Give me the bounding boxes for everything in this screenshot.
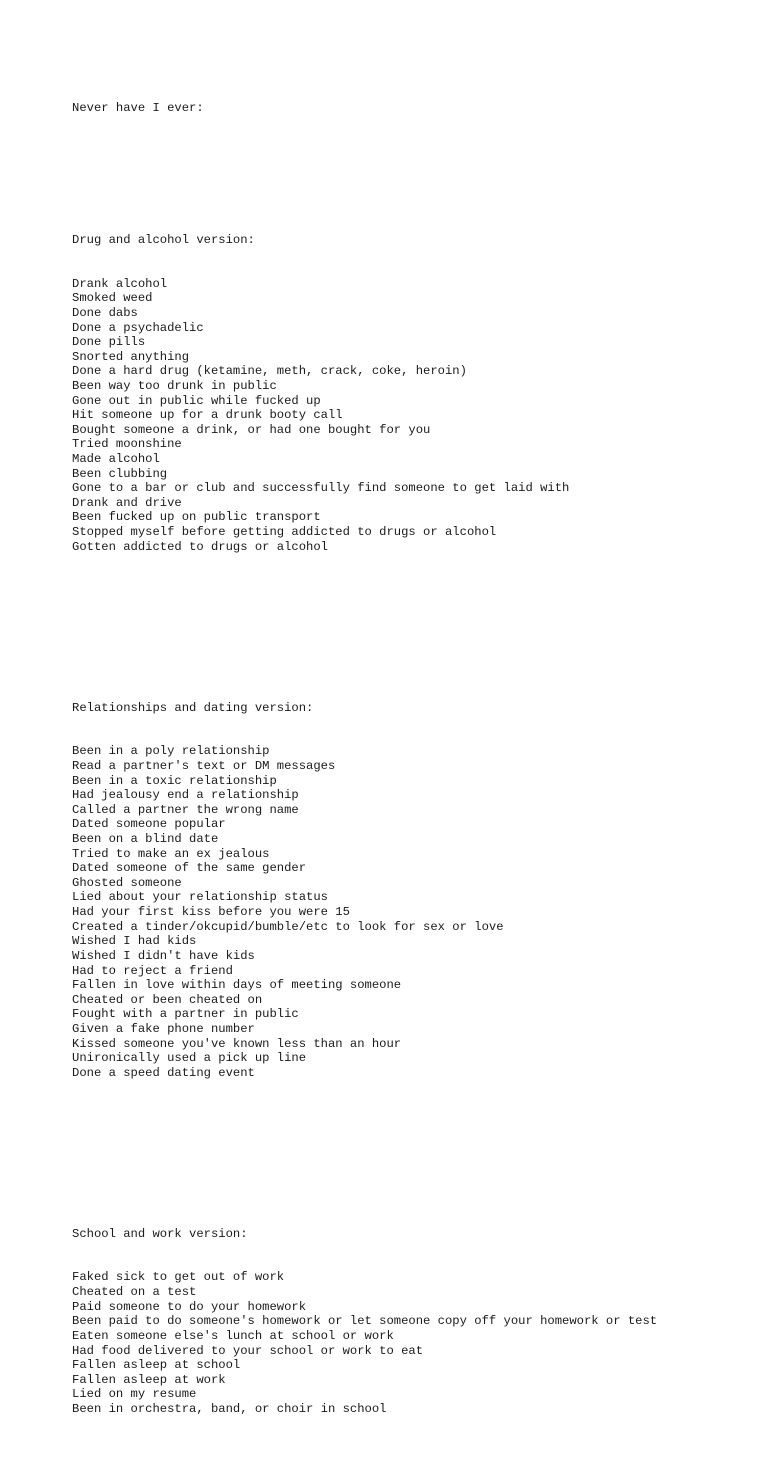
list-item: Gone out in public while fucked up — [72, 393, 321, 408]
list-item: Done a hard drug (ketamine, meth, crack, coke, heroin) — [72, 364, 467, 379]
document-title: Never have I ever: — [72, 101, 204, 116]
list-item: Done pills — [72, 335, 146, 350]
list-item: Gotten addicted to drugs or alcohol — [72, 539, 328, 554]
list-item: Ghosted someone — [72, 875, 182, 890]
list-item: Had jealousy end a relationship — [72, 788, 299, 803]
list-item: Cheated or been cheated on — [72, 992, 263, 1007]
list-item: Given a fake phone number — [72, 1021, 255, 1036]
list-item: Drank alcohol — [72, 276, 168, 291]
list-item: Snorted anything — [72, 349, 190, 364]
section-relationships-dating — [72, 671, 752, 1109]
blank-line — [72, 613, 752, 628]
list-item: Paid someone to do your homework — [72, 1299, 307, 1314]
list-item: Been in orchestra, band, or choir in school — [72, 1401, 387, 1416]
blank-line — [72, 1139, 752, 1154]
list-item: Dated someone popular — [72, 817, 226, 832]
section-heading: School and work version: — [72, 1226, 248, 1241]
list-item: Smoked weed — [72, 291, 153, 306]
list-item: Done a psychadelic — [72, 320, 204, 335]
list-item: Unironically used a pick up line — [72, 1051, 307, 1066]
list-item: Been clubbing — [72, 466, 168, 481]
blank-line — [72, 145, 752, 160]
list-item: Lied on my resume — [72, 1387, 197, 1402]
list-item: Stopped myself before getting addicted to drugs or alcohol — [72, 525, 497, 540]
list-item: Been paid to do someone's homework or let someone copy off your homework or test — [72, 1314, 658, 1329]
list-item: Fought with a partner in public — [72, 1007, 299, 1022]
list-item: Had to reject a friend — [72, 963, 233, 978]
list-item: Had your first kiss before you were 15 — [72, 905, 350, 920]
list-item: Had food delivered to your school or work to eat — [72, 1343, 424, 1358]
section-heading: Relationships and dating version: — [72, 700, 314, 715]
list-item: Fallen in love within days of meeting someone — [72, 978, 402, 993]
list-item: Tried to make an ex jealous — [72, 846, 270, 861]
section-items — [72, 1270, 752, 1416]
list-item: Cheated on a test — [72, 1285, 197, 1300]
list-item: Drank and drive — [72, 495, 182, 510]
list-item: Gone to a bar or club and successfully find someone to get laid with — [72, 481, 570, 496]
list-item: Been in a toxic relationship — [72, 773, 277, 788]
list-item: Made alcohol — [72, 452, 160, 467]
list-item: Created a tinder/okcupid/bumble/etc to look for sex or love — [72, 919, 504, 934]
list-item: Read a partner's text or DM messages — [72, 758, 336, 773]
list-item: Hit someone up for a drunk booty call — [72, 408, 343, 423]
list-item: Been on a blind date — [72, 832, 219, 847]
list-item: Been fucked up on public transport — [72, 510, 321, 525]
list-item: Dated someone of the same gender — [72, 861, 307, 876]
list-item: Wished I didn't have kids — [72, 948, 255, 963]
list-item: Done a speed dating event — [72, 1065, 255, 1080]
list-item: Bought someone a drink, or had one bought for you — [72, 422, 431, 437]
list-item: Lied about your relationship status — [72, 890, 328, 905]
list-item: Fallen asleep at school — [72, 1358, 241, 1373]
document-page — [72, 72, 752, 1460]
list-item: Eaten someone else's lunch at school or work — [72, 1328, 394, 1343]
list-item: Been way too drunk in public — [72, 378, 277, 393]
section-heading: Drug and alcohol version: — [72, 232, 255, 247]
list-item: Kissed someone you've known less than an hour — [72, 1036, 402, 1051]
list-item: Fallen asleep at work — [72, 1372, 226, 1387]
list-item: Done dabs — [72, 305, 138, 320]
section-items — [72, 277, 752, 555]
list-item: Been in a poly relationship — [72, 744, 270, 759]
list-item: Faked sick to get out of work — [72, 1270, 285, 1285]
section-items — [72, 744, 752, 1080]
list-item: Wished I had kids — [72, 934, 197, 949]
list-item: Tried moonshine — [72, 437, 182, 452]
section-drug-alcohol — [72, 204, 752, 584]
section-school-work — [72, 1197, 752, 1445]
list-item: Called a partner the wrong name — [72, 802, 299, 817]
